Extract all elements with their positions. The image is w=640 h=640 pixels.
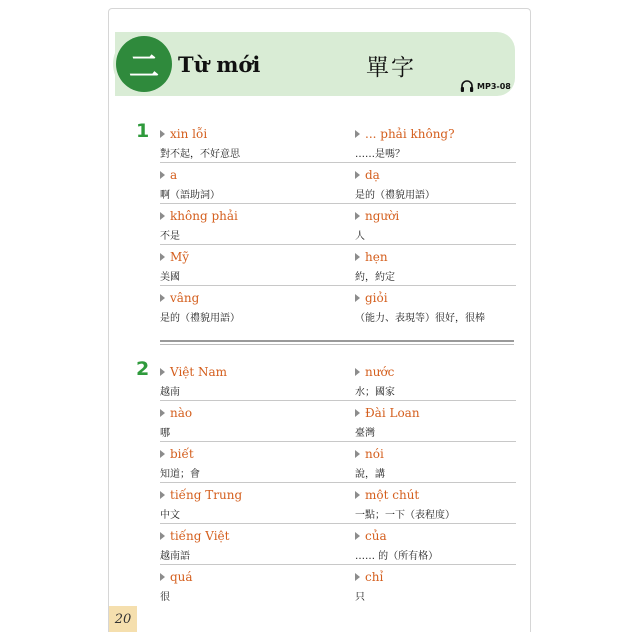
chinese-meaning: 臺灣	[355, 428, 375, 439]
bullet-arrow-icon	[160, 409, 165, 417]
bullet-arrow-icon	[355, 294, 360, 302]
bullet-arrow-icon	[355, 368, 360, 376]
vocab-entry	[160, 360, 355, 401]
vietnamese-word: xin lỗi	[170, 127, 208, 141]
vietnamese-word: ... phải không?	[365, 127, 455, 141]
bullet-arrow-icon	[160, 573, 165, 581]
vocab-entry	[355, 401, 516, 442]
vietnamese-word: vâng	[170, 291, 200, 305]
bullet-arrow-icon	[160, 491, 165, 499]
group-number: 2	[136, 358, 150, 380]
chinese-meaning: ……是嗎？	[355, 149, 405, 160]
vocab-entry	[160, 483, 355, 524]
vocab-entry	[355, 286, 516, 326]
bullet-arrow-icon	[160, 450, 165, 458]
vocab-entry	[160, 245, 355, 286]
chinese-meaning: 美國	[160, 272, 180, 283]
vietnamese-word: chỉ	[365, 570, 384, 584]
vocab-entry	[160, 204, 355, 245]
bullet-arrow-icon	[355, 171, 360, 179]
chinese-meaning: 越南	[160, 387, 180, 398]
vietnamese-word: a	[170, 168, 178, 182]
group-divider	[160, 340, 514, 342]
vocab-entry	[160, 163, 355, 204]
vocab-entry	[160, 401, 355, 442]
vietnamese-word: nước	[365, 365, 395, 379]
vocab-entry	[355, 524, 516, 565]
group-number: 1	[136, 120, 150, 142]
vietnamese-word: Việt Nam	[170, 365, 228, 379]
chinese-meaning: 是的（禮貌用語）	[160, 313, 240, 324]
section-header-banner	[115, 32, 515, 96]
vietnamese-word: dạ	[365, 168, 380, 182]
bullet-arrow-icon	[355, 130, 360, 138]
bullet-arrow-icon	[355, 450, 360, 458]
chinese-meaning: 知道；會	[160, 469, 200, 480]
vocab-entry	[160, 442, 355, 483]
vocab-entry	[160, 524, 355, 565]
bullet-arrow-icon	[355, 253, 360, 261]
vocab-grid	[160, 122, 516, 326]
bullet-arrow-icon	[355, 532, 360, 540]
vocab-entry	[160, 122, 355, 163]
vietnamese-word: không phải	[170, 209, 238, 223]
bullet-arrow-icon	[160, 532, 165, 540]
vietnamese-word: tiếng Việt	[170, 529, 230, 543]
section-title-vietnamese: Từ mới	[178, 52, 261, 77]
vietnamese-word: quá	[170, 570, 193, 584]
chinese-meaning: 只	[355, 592, 365, 603]
bullet-arrow-icon	[160, 253, 165, 261]
bullet-arrow-icon	[160, 368, 165, 376]
vocab-entry	[355, 565, 516, 605]
bullet-arrow-icon	[160, 171, 165, 179]
bullet-arrow-icon	[355, 409, 360, 417]
audio-track-id: MP3-08	[477, 82, 511, 91]
bullet-arrow-icon	[160, 130, 165, 138]
chinese-meaning: （能力、表現等）很好，很棒	[355, 313, 485, 324]
vocab-entry	[355, 442, 516, 483]
lesson-marker-badge: 二	[116, 36, 172, 92]
bullet-arrow-icon	[355, 491, 360, 499]
vietnamese-word: Mỹ	[170, 250, 190, 264]
bullet-arrow-icon	[355, 212, 360, 220]
chinese-meaning: 約，約定	[355, 272, 395, 283]
group-divider-thin	[160, 344, 514, 345]
chinese-meaning: 很	[160, 592, 170, 603]
vietnamese-word: người	[365, 209, 400, 223]
vocab-entry	[355, 163, 516, 204]
chinese-meaning: 是的（禮貌用語）	[355, 190, 435, 201]
chinese-meaning: 越南語	[160, 551, 190, 562]
headphones-icon	[460, 80, 474, 93]
vocab-entry	[355, 122, 516, 163]
vietnamese-word: tiếng Trung	[170, 488, 243, 502]
chinese-meaning: 對不起，不好意思	[160, 149, 240, 160]
vocab-entry	[355, 360, 516, 401]
audio-track-label[interactable]	[460, 80, 511, 93]
vocab-grid	[160, 360, 516, 605]
vietnamese-word: giỏi	[365, 291, 388, 305]
vocab-entry	[355, 204, 516, 245]
chinese-meaning: 一點；一下（表程度）	[355, 510, 455, 521]
vietnamese-word: của	[365, 529, 387, 543]
vietnamese-word: Đài Loan	[365, 406, 420, 420]
chinese-meaning: 中文	[160, 510, 180, 521]
vocab-entry	[355, 483, 516, 524]
chinese-meaning: 人	[355, 231, 365, 242]
bullet-arrow-icon	[160, 212, 165, 220]
vietnamese-word: nói	[365, 447, 384, 461]
page-number: 20	[109, 606, 137, 632]
chinese-meaning: 水；國家	[355, 387, 395, 398]
vocab-entry	[355, 245, 516, 286]
vocab-entry	[160, 565, 355, 605]
chinese-meaning: 說，講	[355, 469, 385, 480]
chinese-meaning: 啊（語助詞）	[160, 190, 220, 201]
bullet-arrow-icon	[355, 573, 360, 581]
vocab-entry	[160, 286, 355, 326]
vietnamese-word: nào	[170, 406, 193, 420]
vietnamese-word: biết	[170, 447, 194, 461]
bullet-arrow-icon	[160, 294, 165, 302]
section-title-chinese: 單字	[366, 55, 416, 81]
chinese-meaning: 不是	[160, 231, 180, 242]
vietnamese-word: một chút	[365, 488, 420, 502]
chinese-meaning: …… 的（所有格）	[355, 551, 439, 562]
vietnamese-word: hẹn	[365, 250, 388, 264]
chinese-meaning: 哪	[160, 428, 170, 439]
